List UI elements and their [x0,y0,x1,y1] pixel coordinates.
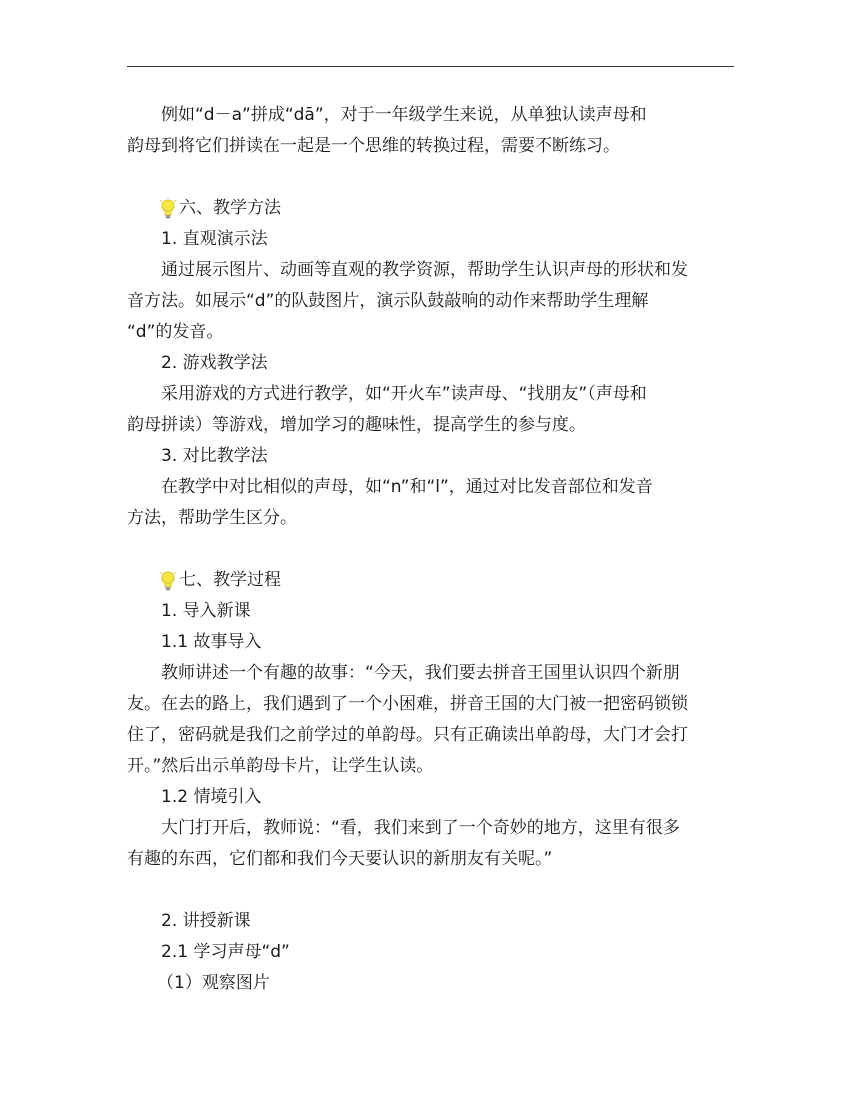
subheading: 1.1 故事导入 [161,632,262,652]
section-title: 六、教学方法 [179,198,281,218]
document-body [127,100,734,999]
lightbulb-icon [159,198,177,220]
paragraph-line: 有趣的东西，它们都和我们今天要认识的新朋友有关呢。” [127,849,553,869]
paragraph-line: 开。”然后出示单韵母卡片，让学生认读。 [127,756,434,776]
paragraph-line: 例如“d－a”拼成“dā”，对于一年级学生来说，从单独认读声母和 [161,105,647,125]
paragraph-line: 大门打开后，教师说：“看，我们来到了一个奇妙的地方，这里有很多 [161,818,680,838]
subheading: 1.2 情境引入 [161,787,262,807]
subheading: 2.1 学习声母“d” [161,942,290,962]
spacer [127,534,734,565]
subheading: 1. 直观演示法 [161,229,268,249]
section-heading-process [127,565,734,596]
paragraph-line: 方法，帮助学生区分。 [127,508,297,528]
paragraph-line: 住了，密码就是我们之前学过的单韵母。只有正确读出单韵母，大门才会打 [127,725,688,745]
paragraph-line: 采用游戏的方式进行教学，如“开火车”读声母、“找朋友”（声母和 [161,384,647,404]
subheading: 3. 对比教学法 [161,446,268,466]
paragraph-line: 韵母拼读）等游戏，增加学习的趣味性，提高学生的参与度。 [127,415,586,435]
spacer [127,162,734,193]
subheading: 1. 导入新课 [161,601,251,621]
lightbulb-icon [159,570,177,592]
paragraph-line: 音方法。如展示“d”的队鼓图片，演示队鼓敲响的动作来帮助学生理解 [127,291,649,311]
subheading: 2. 游戏教学法 [161,353,268,373]
paragraph-line: 在教学中对比相似的声母，如“n”和“l”，通过对比发音部位和发音 [161,477,653,497]
paragraph-line: 韵母到将它们拼读在一起是一个思维的转换过程，需要不断练习。 [127,136,620,156]
subheading: 2. 讲授新课 [161,911,251,931]
header-rule [127,66,734,67]
section-title: 七、教学过程 [179,570,281,590]
paragraph-line: 友。在去的路上，我们遇到了一个小困难，拼音王国的大门被一把密码锁锁 [127,694,688,714]
paragraph-line: 教师讲述一个有趣的故事：“今天，我们要去拼音王国里认识四个新朋 [161,663,680,683]
spacer [127,875,734,906]
section-heading-methods [127,193,734,224]
subheading: （1）观察图片 [157,973,270,993]
paragraph-line: 通过展示图片、动画等直观的教学资源，帮助学生认识声母的形状和发 [161,260,688,280]
paragraph-line: “d”的发音。 [127,322,224,342]
